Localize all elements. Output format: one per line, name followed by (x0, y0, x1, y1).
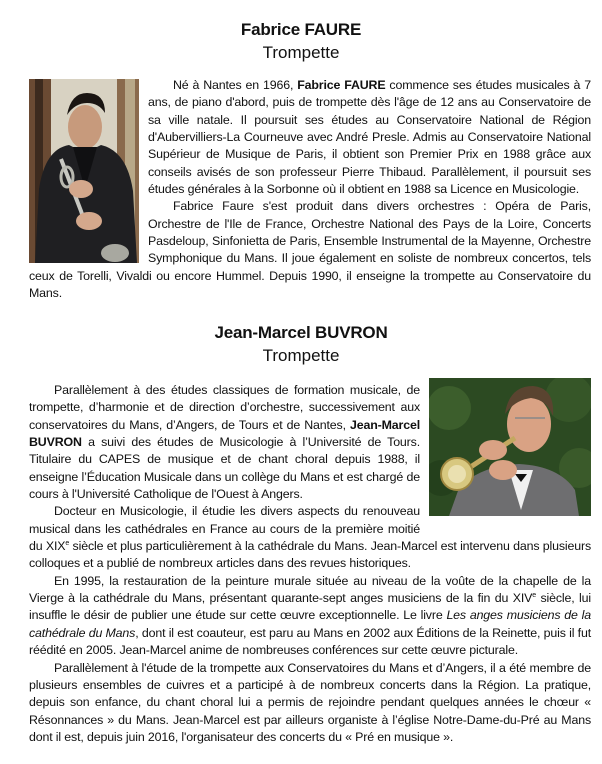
bio1-photo-spacer (29, 77, 148, 266)
bio2-paragraph-3 (29, 573, 591, 660)
bio2-name-inline: Jean-Marcel BUVRON (29, 417, 420, 450)
text-run: a suivi des études de Musicologie à l’Université de Tours. Titulaire du CAPES de musique et de chant choral depuis 1988, il enseigne l’Éducation Musicale dans un collège du Mans et est chargé de cours à l'Université Catholique de l'Ouest à Angers. (29, 435, 420, 502)
text-run: commence ses études musicales à 7 ans, de piano d'abord, puis de trompette dès l'âge de 12 ans au Conservatoire de sa ville natale. Il poursuit ses études au Conservatoire National de Région d'Aubervilliers-La Courneuve avec André Presle. Admis au Conservatoire National Supérieur de Musique de Paris, il obtient son Premier Prix en 1988 grâce aux conseils avisés de son professeur Pierre Thibaud. Parallèlement, il poursuit ses études générales à la Sorbonne où il obtient en 1988 sa Licence en Musicologie. (148, 78, 591, 197)
book-title: Les anges musiciens de la cathédrale du Mans (29, 608, 591, 640)
bio1-text (29, 77, 591, 302)
text-run: siècle et plus particulièrement à la cathédrale du Mans. Jean-Marcel est intervenu dans plusieurs colloques et a publié de nombreux articles dans des revues historiques. (29, 539, 591, 571)
text-run: Fabrice Faure s'est produit dans divers orchestres : Opéra de Paris, Orchestre de l'Ile de France, Orchestre National des Pays de la Loire, Concerts Pasdeloup, Sinfonietta de Paris, Ensemble Instrumental de la Mayenne, Orchestre Symphonique du Mans. Il joue également en soliste de nombreux concertos, tels ceux de Torelli, Vivaldi ou encore Hummel. Depuis 1990, il enseigne la trompette au Conservatoire du Mans. (29, 199, 591, 301)
text-run: siècle, lui insuffle le désir de publier une étude sur cette œuvre exceptionnelle. Le livre (29, 591, 591, 623)
text-run: En 1995, la restauration de la peinture murale située au niveau de la voûte de la chapelle de la Vierge à la cathédrale du Mans, présentant quarante-sept anges musiciens de la fin du XIV (29, 573, 591, 606)
text-run: , dont il est coauteur, est paru au Mans en 2002 aux Éditions de la Reinette, puis il fut réédité en 2005. Jean-Marcel anime de nombreuses conférences sur cette œuvre picturale. (29, 625, 591, 658)
text-run: Né à Nantes en 1966, (173, 78, 298, 92)
text-run: Docteur en Musicologie, il étudie les divers aspects du renouveau musical dans les cathédrales en France au cours de la première moitié du XIX (29, 504, 420, 554)
text-run: Parallèlement à l'étude de la trompette aux Conservatoires du Mans et d’Angers, il a été membre de plusieurs ensembles de cuivres et a participé à de nombreux concerts dans la Région. La pratique, depuis son enfance, du chant choral lui a permis de rejoindre pendant quelques années le chœur « Résonnances » du Mans. Jean-Marcel est par ailleurs organiste à l’église Notre-Dame-du-Pré au Mans dont il est, depuis juin 2016, l'organisateur des concerts du « Pré en musique ». (29, 660, 591, 744)
bio2-text (29, 382, 591, 746)
bio1-name-inline: Fabrice FAURE (297, 78, 386, 92)
bio1-instrument: Trompette (262, 43, 340, 62)
text-run: Parallèlement à des études classiques de formation musicale, de trompette, d’harmonie et de direction d’orchestre, successivement aux conservatoires du Mans, d’Angers, de Tours et de Nantes, (29, 383, 420, 432)
bio2-paragraph-4 (29, 660, 591, 747)
bio2-instrument: Trompette (262, 346, 340, 365)
bio1-name: Fabrice FAURE (240, 20, 362, 39)
superscript: e (532, 592, 536, 600)
bio2-photo-spacer (420, 382, 591, 521)
bio2-name: Jean-Marcel BUVRON (214, 323, 388, 342)
superscript: e (65, 540, 70, 548)
